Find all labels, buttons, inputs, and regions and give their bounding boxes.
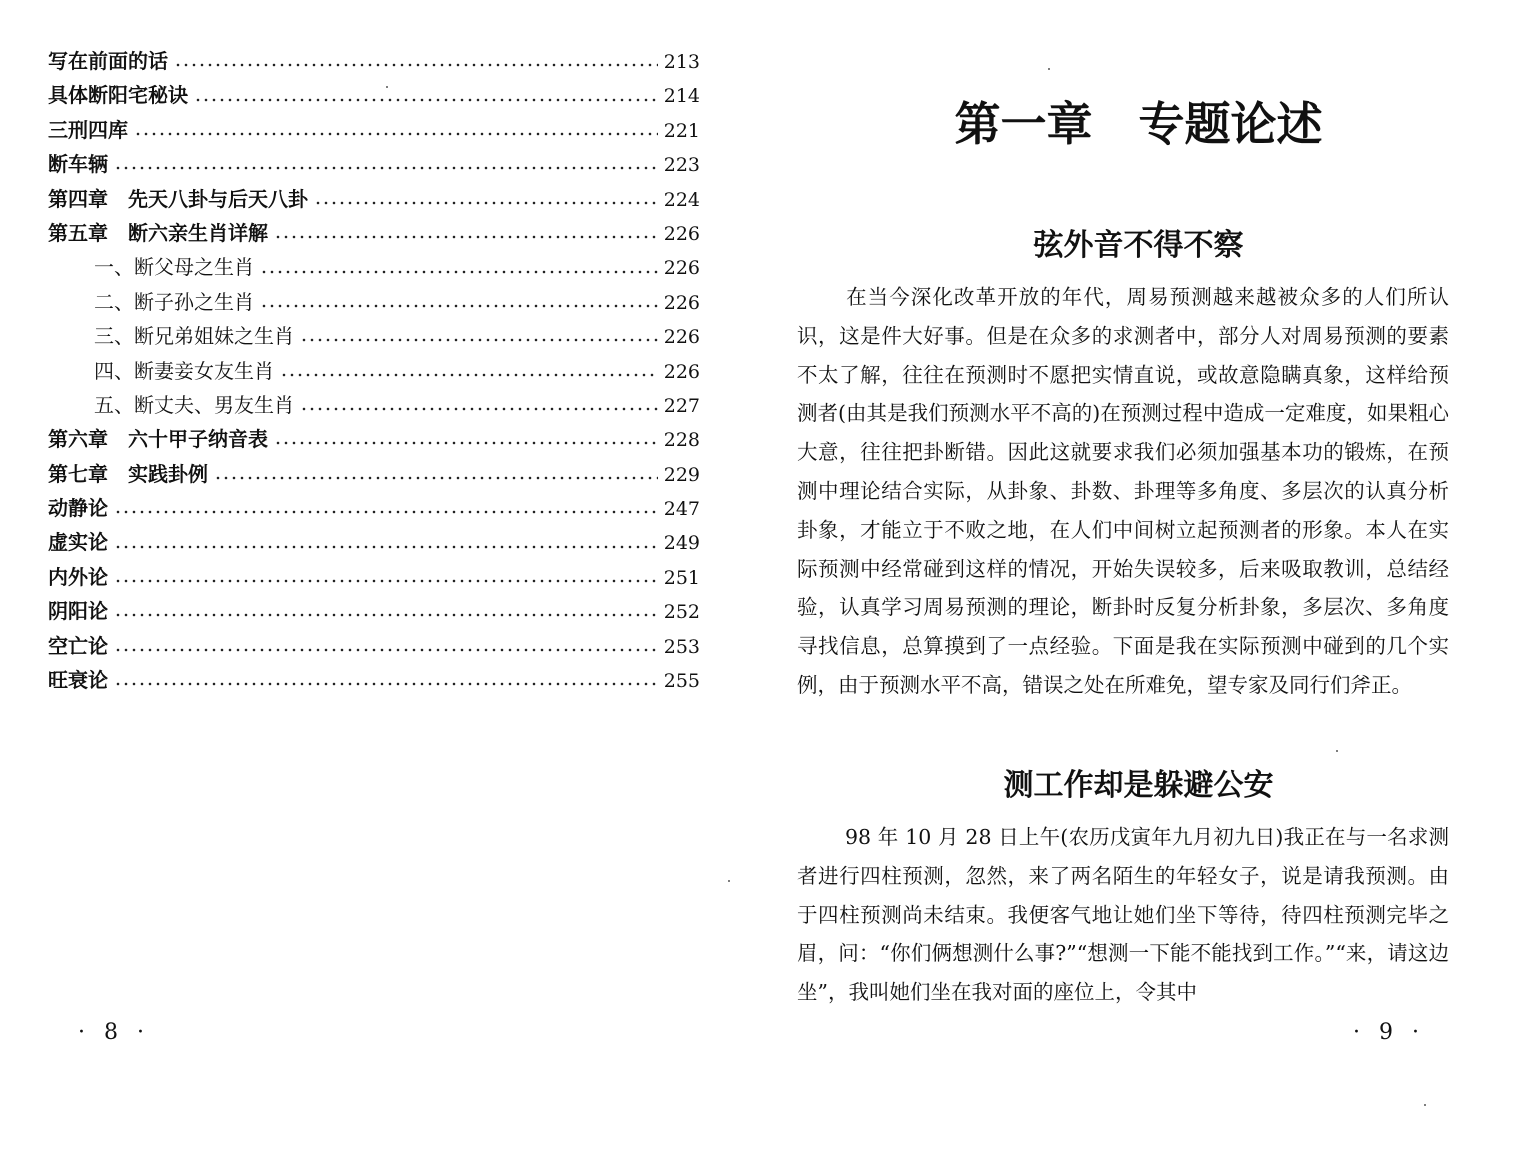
toc-leader-dots bbox=[194, 86, 658, 106]
toc-entry-label: 第七章 实践卦例 bbox=[48, 461, 208, 486]
toc-leader-dots bbox=[214, 464, 658, 484]
toc-entry-label: 三刑四库 bbox=[48, 117, 128, 142]
toc-entry bbox=[48, 78, 700, 112]
toc-entry bbox=[48, 525, 700, 559]
toc-entry bbox=[48, 594, 700, 628]
toc-entry bbox=[48, 560, 700, 594]
toc-entry-page: 255 bbox=[663, 670, 700, 693]
toc-entry bbox=[48, 147, 700, 181]
toc-entry bbox=[48, 216, 700, 250]
toc-entry-label: 第六章 六十甲子纳音表 bbox=[48, 427, 268, 452]
toc-leader-dots bbox=[174, 51, 658, 71]
toc-entry-label: 阴阳论 bbox=[48, 599, 108, 624]
toc-entry bbox=[48, 491, 700, 525]
table-of-contents bbox=[48, 44, 700, 697]
toc-entry bbox=[48, 182, 700, 216]
scan-speck bbox=[1048, 68, 1050, 70]
toc-leader-dots bbox=[114, 154, 658, 174]
section-heading-2: 测工作却是躲避公安 bbox=[1003, 768, 1274, 803]
toc-leader-dots bbox=[114, 636, 658, 656]
toc-leader-dots bbox=[114, 567, 658, 587]
toc-entry-page: 223 bbox=[663, 154, 700, 177]
toc-leader-dots bbox=[274, 429, 658, 449]
toc-entry-label: 具体断阳宅秘诀 bbox=[48, 83, 188, 108]
toc-entry bbox=[48, 663, 700, 697]
toc-leader-dots bbox=[314, 189, 658, 209]
chapter-title: 第一章 专题论述 bbox=[954, 97, 1323, 151]
toc-entry bbox=[48, 44, 700, 78]
toc-entry-page: 249 bbox=[663, 532, 700, 555]
toc-leader-dots bbox=[114, 601, 658, 621]
toc-entry bbox=[48, 319, 700, 353]
toc-entry-page: 228 bbox=[663, 429, 700, 452]
toc-entry-label: 内外论 bbox=[48, 564, 108, 589]
toc-entry-page: 221 bbox=[663, 119, 700, 142]
section-2-paragraph bbox=[797, 818, 1449, 1012]
right-page-number: · 9 · bbox=[1353, 1020, 1425, 1045]
toc-leader-dots bbox=[134, 120, 658, 140]
toc-entry-label: 旺衰论 bbox=[48, 668, 108, 693]
toc-leader-dots bbox=[114, 498, 658, 518]
toc-entry-page: 226 bbox=[663, 257, 700, 280]
toc-entry-page: 251 bbox=[663, 566, 700, 589]
toc-entry bbox=[48, 354, 700, 388]
scan-speck bbox=[1336, 750, 1338, 752]
toc-entry-page: 229 bbox=[663, 463, 700, 486]
section-1-text: 在当今深化改革开放的年代，周易预测越来越被众多的人们所认识，这是件大好事。但是在众多的求测者中，部分人对周易预测的要素不太了解，往往在预测时不愿把实情直说，或故意隐瞒真象，这样给预测者(由其是我们预测水平不高的)在预测过程中造成一定难度，如果粗心大意，往往把卦断错。因此这就要求我们必须加强基本功的锻炼，在预测中理论结合实际，从卦象、卦数、卦理等多角度、多层次的认真分析卦象，才能立于不败之地，在人们中间树立起预测者的形象。本人在实际预测中经常碰到这样的情况，开始失误较多，后来吸取教训，总结经验，认真学习周易预测的理论，断卦时反复分析卦象，多层次、多角度寻找信息，总算摸到了一点经验。下面是我在实际预测中碰到的几个实例，由于预测水平不高，错误之处在所难免，望专家及同行们斧正。 bbox=[797, 285, 1449, 697]
toc-entry bbox=[48, 388, 700, 422]
scan-speck bbox=[1424, 1104, 1426, 1106]
section-heading-1: 弦外音不得不察 bbox=[1033, 228, 1244, 263]
toc-entry bbox=[48, 113, 700, 147]
toc-leader-dots bbox=[280, 361, 658, 381]
toc-leader-dots bbox=[274, 223, 658, 243]
toc-leader-dots bbox=[260, 292, 658, 312]
toc-entry-label: 二、断子孙之生肖 bbox=[94, 289, 254, 314]
toc-entry bbox=[48, 285, 700, 319]
toc-entry-page: 214 bbox=[663, 85, 700, 108]
toc-entry-label: 五、断丈夫、男友生肖 bbox=[94, 392, 294, 417]
scan-speck bbox=[386, 86, 388, 88]
toc-entry-page: 247 bbox=[663, 498, 700, 521]
toc-entry-label: 虚实论 bbox=[48, 530, 108, 555]
section-1-paragraph bbox=[797, 278, 1449, 705]
toc-leader-dots bbox=[114, 670, 658, 690]
toc-entry bbox=[48, 457, 700, 491]
toc-leader-dots bbox=[300, 326, 658, 346]
left-page-number: · 8 · bbox=[78, 1020, 150, 1045]
toc-entry-label: 第四章 先天八卦与后天八卦 bbox=[48, 186, 308, 211]
toc-entry-label: 第五章 断六亲生肖详解 bbox=[48, 220, 268, 245]
toc-entry-label: 写在前面的话 bbox=[48, 49, 168, 73]
toc-entry-page: 252 bbox=[663, 601, 700, 624]
toc-entry-page: 253 bbox=[663, 635, 700, 658]
toc-entry-page: 227 bbox=[663, 394, 700, 417]
toc-entry-label: 一、断父母之生肖 bbox=[94, 255, 254, 280]
toc-entry-page: 226 bbox=[663, 360, 700, 383]
toc-entry-label: 四、断妻妾女友生肖 bbox=[94, 358, 274, 383]
toc-entry-label: 断车辆 bbox=[48, 152, 108, 177]
toc-entry-page: 226 bbox=[663, 291, 700, 314]
right-page bbox=[759, 0, 1518, 1155]
toc-entry-page: 226 bbox=[663, 222, 700, 245]
toc-leader-dots bbox=[114, 533, 658, 553]
toc-entry-label: 空亡论 bbox=[48, 633, 108, 658]
section-2-text: 98 年 10 月 28 日上午(农历戊寅年九月初九日)我正在与一名求测者进行四柱预测，忽然，来了两名陌生的年轻女子，说是请我预测。由于四柱预测尚未结束。我便客气地让她们坐下等待，待四柱预测完毕之眉，问：“你们俩想测什么事?”“想测一下能不能找到工作。”“来，请这边坐”，我叫她们坐在我对面的座位上，令其中 bbox=[797, 825, 1449, 1005]
toc-entry-label: 三、断兄弟姐妹之生肖 bbox=[94, 324, 294, 349]
toc-entry-page: 224 bbox=[663, 188, 700, 211]
toc-entry bbox=[48, 422, 700, 456]
toc-entry bbox=[48, 629, 700, 663]
toc-entry-page: 226 bbox=[663, 326, 700, 349]
toc-entry bbox=[48, 250, 700, 284]
toc-entry-label: 动静论 bbox=[48, 496, 108, 521]
toc-entry-page: 213 bbox=[663, 51, 700, 73]
toc-leader-dots bbox=[260, 258, 658, 278]
toc-leader-dots bbox=[300, 395, 658, 415]
scan-speck bbox=[728, 880, 730, 882]
